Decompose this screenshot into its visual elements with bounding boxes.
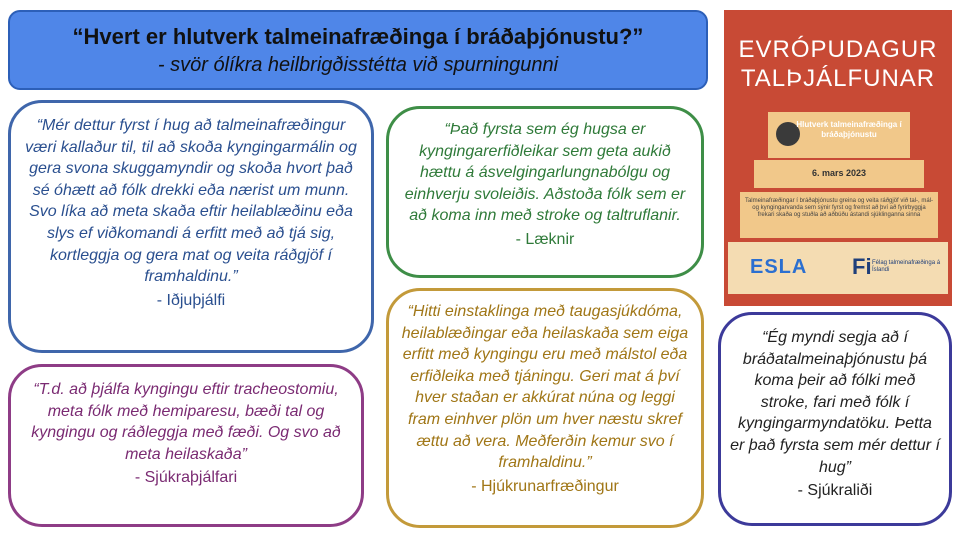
poster-step-1-text: Hlutverk talmeinafræðinga í bráðaþjónustu [796,120,902,139]
quote-practical-nurse [718,312,952,526]
quote-occupational-therapist [8,100,374,353]
association-logo-mark: Fi [852,254,872,279]
quote-text: “T.d. að þjálfa kyngingu eftir tracheostomiu, meta fólk með hemiparesu, bæði tal og kyngingu og ráðleggja með fæði. Og svo að meta heilaskaða” [31,381,341,463]
event-poster [724,10,952,306]
quote-text: “Hitti einstaklinga með taugasjúkdóma, heilablæðingar eða heilaskaða sem eiga erfitt með kyngingu eru með málstol eða erfiðleika með tjáningu. Geri mat á því hver staðan er akkúrat núna og leggi fram einhver plön um hver næstu skref ættu að vera. Meðferðin kemur svo í framhaldinu.” [401,303,689,472]
quote-text: “Það fyrsta sem ég hugsa er kyngingarerfiðleikar sem geta aukið hættu á ásvelgingarlungnabólgu og einhverju svoleiðis. Aðstoða fólk sem er að koma inn með stroke og taltruflanir. [404,121,686,225]
title-banner [8,10,708,90]
poster-date: 6. mars 2023 [811,168,867,178]
quote-physiotherapist [8,364,364,527]
quote-nurse [386,288,704,528]
association-logo [852,254,944,284]
quote-author: - Iðjuþjálfi [156,291,226,309]
esla-logo: ESLA [750,256,808,278]
poster-title-line2: TALÞJÁLFUNAR [740,64,936,92]
quote-text: “Ég myndi segja að í bráðatalmeinaþjónustu þá koma þeir að fólki með stroke, fari með fólk í kyngingarmyndatöku. Þetta er það fyrsta sem mér dettur í hug” [730,329,940,476]
association-logo-text: Félag talmeinafræðinga á Íslandi [872,260,941,274]
quote-doctor [386,106,704,278]
quote-author: - Hjúkrunarfræðingur [471,477,619,495]
poster-step-3-text: Talmeinafræðingar í bráðaþjónustu greina og veita ráðgjöf við tal-, mál- og kyngingarvanda sem sýnir fyrst og fremst að því að fyrirbyggja frekari skaða og stuðla að aðbúðu ástandi sjúklinganna sinna [744,198,934,219]
quote-text: “Mér dettur fyrst í hug að talmeinafræðingur væri kallaður til, til að skoða kyngingarmálin og gera svona skuggamyndir og skoða hvort það sé óhætt að fólk drekki eða nærist um munn. Svo líka að meta skaða eftir heilablæðinu eða slys ef viðkomandi á erfitt með að tjá sig, kortleggja og gera mat og veita ráðgjöf í framhaldinu.” [25,117,357,286]
quote-author: - Sjúkraþjálfari [134,469,238,487]
page-subtitle: - svör ólíkra heilbrigðisstétta við spurningunni [157,54,559,76]
poster-title [724,36,952,94]
poster-title-line1: EVRÓPUDAGUR [738,36,938,63]
quote-author: - Sjúkraliði [797,482,873,500]
quote-author: - Læknir [515,230,575,248]
page-title: “Hvert er hlutverk talmeinafræðinga í bráðaþjónustu?” [72,24,644,49]
